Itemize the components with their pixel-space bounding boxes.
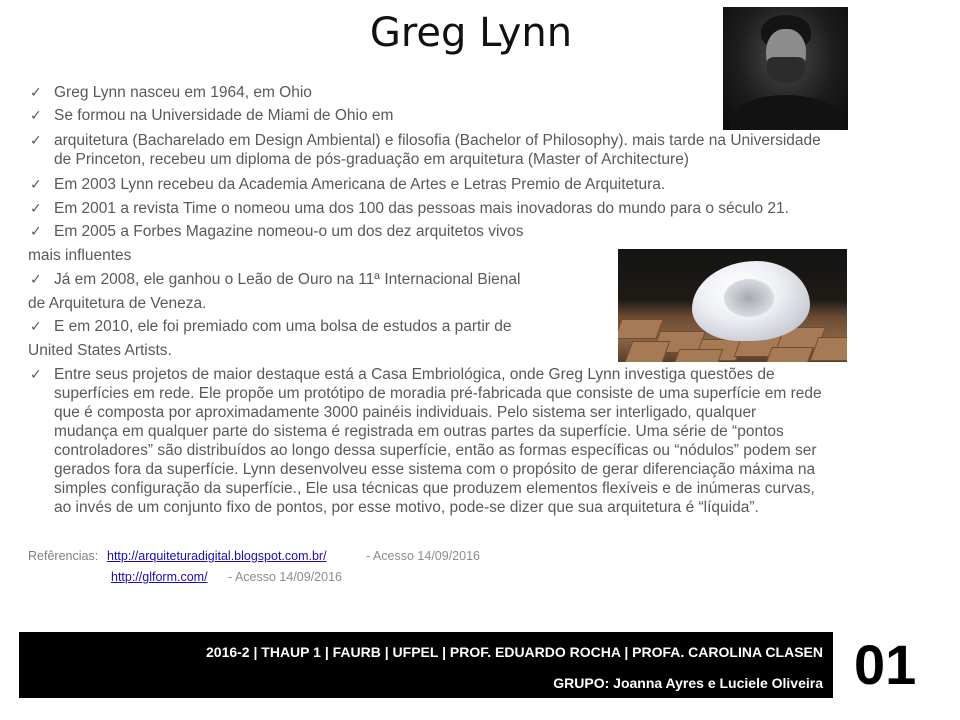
reference-link[interactable]: http://glform.com/: [111, 570, 208, 584]
bullet-text: Já em 2008, ele ganhou o Leão de Ouro na 11ª Internacional Bienal: [54, 271, 521, 288]
bullet-text: mudança em qualquer parte do sistema é registrada em outras partes da superfície. Uma série de “pontos: [54, 423, 784, 440]
bullet-text: United States Artists.: [28, 342, 172, 359]
bullet-text: Em 2005 a Forbes Magazine nomeou-o um dos dez arquitetos vivos: [54, 223, 524, 240]
reference-access-date: - Acesso 14/09/2016: [366, 549, 480, 563]
bullet-text: ao invés de um conjunto fixo de pontos, por esse motivo, pode-se dizer que sua arquitetura é “líquida”.: [54, 499, 759, 516]
footer-bar: [19, 632, 833, 698]
bullet-text: arquitetura (Bacharelado em Design Ambiental) e filosofia (Bachelor of Philosophy). mais tarde na Universidade: [54, 132, 821, 149]
bullet-text: Se formou na Universidade de Miami de Ohio em: [54, 107, 394, 124]
references-label: Refêrencias:: [28, 549, 99, 563]
checkmark-icon: ✓: [30, 107, 42, 123]
slide-number: 01: [854, 633, 917, 696]
bullet-text: Em 2001 a revista Time o nomeou uma dos 100 das pessoas mais inovadoras do mundo para o século 21.: [54, 200, 789, 217]
footer-group-info: GRUPO: Joanna Ayres e Luciele Oliveira: [553, 675, 823, 691]
bullet-text: Entre seus projetos de maior destaque está a Casa Embriológica, onde Greg Lynn investiga questões de: [54, 366, 775, 383]
page-title: Greg Lynn: [369, 10, 573, 56]
bullet-text: mais influentes: [28, 247, 132, 264]
checkmark-icon: ✓: [30, 200, 42, 216]
bullet-text: de Princeton, recebeu um diploma de pós-graduação em arquitetura (Master of Architecture): [54, 151, 689, 168]
checkmark-icon: ✓: [30, 366, 42, 382]
bullet-text: de Arquitetura de Veneza.: [28, 295, 207, 312]
bullet-text: Greg Lynn nasceu em 1964, em Ohio: [54, 84, 312, 101]
reference-link[interactable]: http://arquiteturadigital.blogspot.com.br/: [107, 549, 327, 563]
checkmark-icon: ✓: [30, 271, 42, 287]
checkmark-icon: ✓: [30, 132, 42, 148]
checkmark-icon: ✓: [30, 84, 42, 100]
checkmark-icon: ✓: [30, 176, 42, 192]
bullet-text: controladores” são distribuídos ao longo dessa superfície, então as formas específicas ou “nódulos” podem ser: [54, 442, 817, 459]
bullet-text: E em 2010, ele foi premiado com uma bolsa de estudos a partir de: [54, 318, 512, 335]
checkmark-icon: ✓: [30, 223, 42, 239]
footer-course-info: 2016-2 | THAUP 1 | FAURB | UFPEL | PROF. EDUARDO ROCHA | PROFA. CAROLINA CLASEN: [206, 644, 823, 660]
bullet-text: gerados fora da superfície. Lynn desenvolveu esse sistema com o propósito de gerar diferenciação máxima na: [54, 461, 816, 478]
bullet-text: superfícies em rede. Ele propõe um protótipo de moradia pré-fabricada que consiste de uma superfície em rede: [54, 385, 822, 402]
bullet-text: Em 2003 Lynn recebeu da Academia Americana de Artes e Letras Premio de Arquitetura.: [54, 176, 666, 193]
bullet-text: simples configuração da superfície., Ele usa técnicas que produzem elementos flexíveis e de inúmeras curvas,: [54, 480, 815, 497]
reference-access-date: - Acesso 14/09/2016: [228, 570, 342, 584]
checkmark-icon: ✓: [30, 318, 42, 334]
bullet-text: que é composta por aproximadamente 3000 painéis individuais. Pelo sistema ser interligado, qualquer: [54, 404, 757, 421]
